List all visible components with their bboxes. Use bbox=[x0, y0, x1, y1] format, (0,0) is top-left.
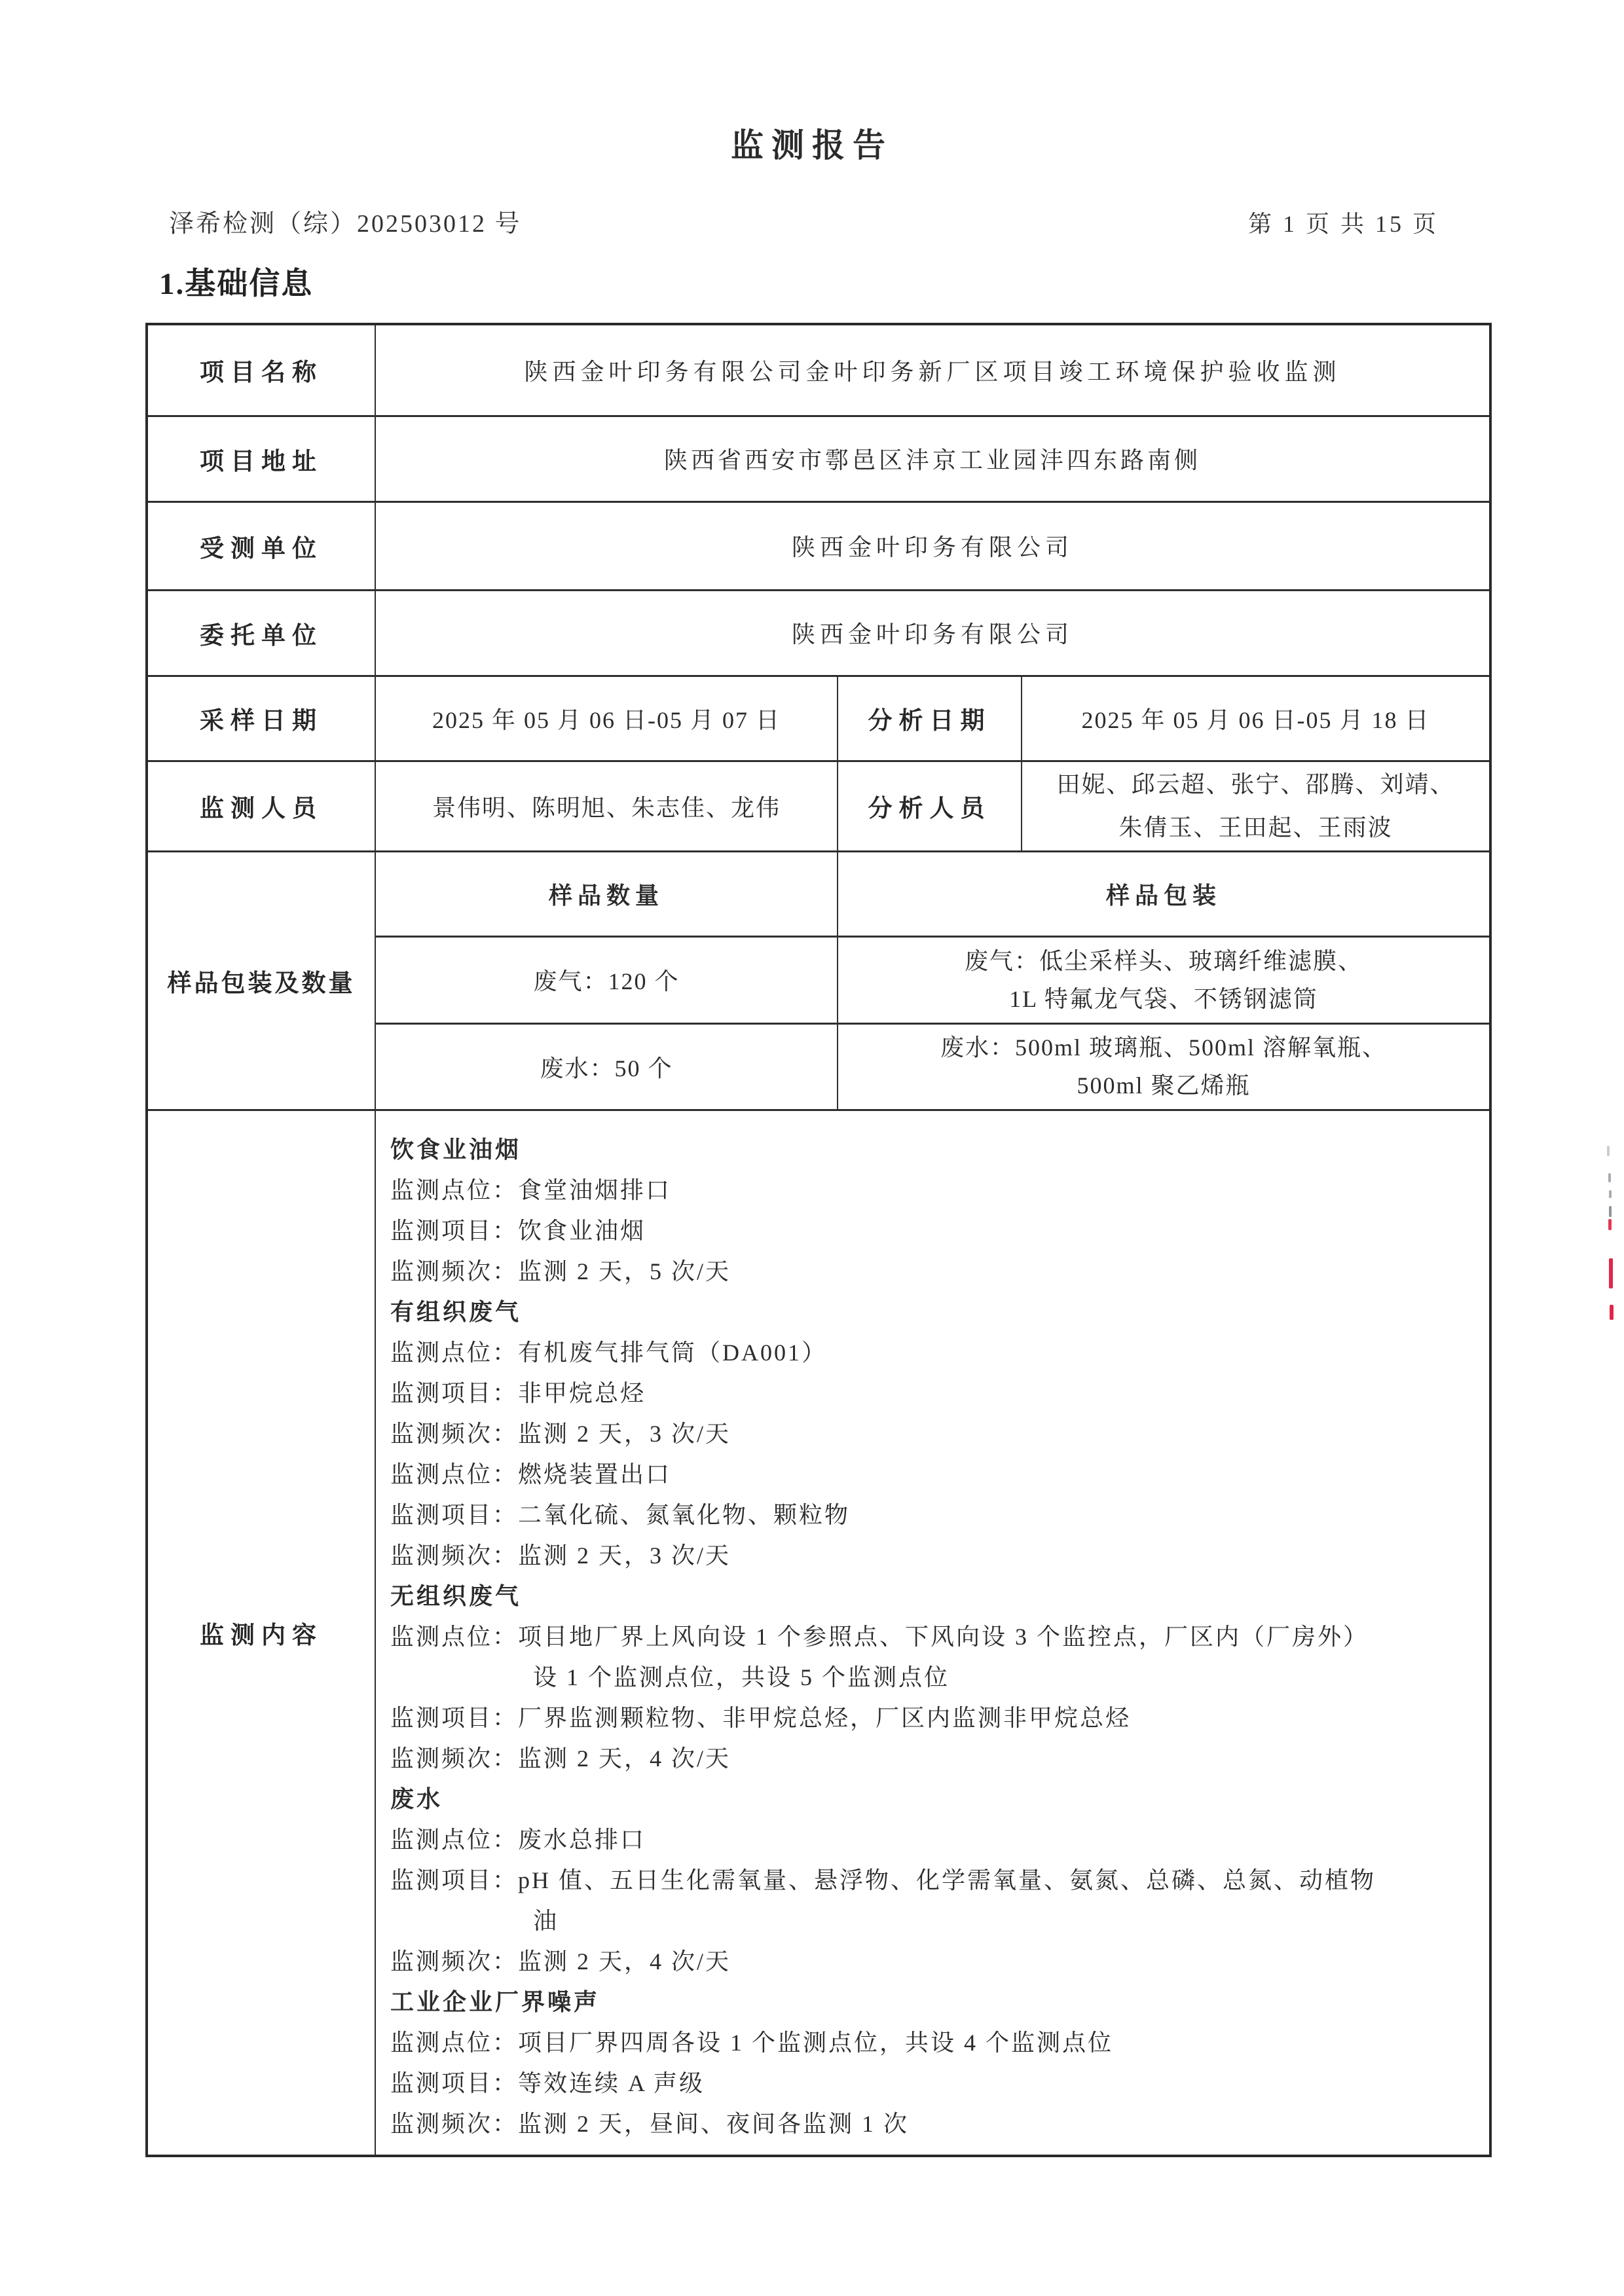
monitoring-staff-value: 景伟明、陈明旭、朱志佳、龙伟 bbox=[375, 761, 838, 851]
content-line: 监测项目：二氧化硫、氮氧化物、颗粒物 bbox=[390, 1501, 851, 1528]
analysis-staff-value bbox=[1022, 761, 1490, 851]
tested-unit-value: 陕西金叶印务有限公司 bbox=[375, 501, 1490, 590]
report-title: 监测报告 bbox=[731, 127, 893, 164]
tested-unit-label: 受测单位 bbox=[147, 501, 375, 590]
content-line: 监测项目：厂界监测颗粒物、非甲烷总烃，厂区内监测非甲烷总烃 bbox=[390, 1704, 1132, 1731]
doc-number: 泽希检测（综）202503012 号 bbox=[169, 210, 522, 238]
water-pack-cell bbox=[838, 1023, 1490, 1110]
content-line: 监测项目：非甲烷总烃 bbox=[390, 1379, 646, 1406]
content-line: 监测频次：监测 2 天，昼间、夜间各监测 1 次 bbox=[390, 2110, 910, 2137]
content-line: 无组织废气 bbox=[390, 1582, 522, 1609]
client-unit-value: 陕西金叶印务有限公司 bbox=[375, 590, 1490, 676]
content-line: 监测频次：监测 2 天，5 次/天 bbox=[390, 1258, 731, 1285]
analysis-staff-line1: 田妮、邱云超、张宁、邵腾、刘靖、 bbox=[1056, 771, 1455, 797]
section-heading: 1.基础信息 bbox=[159, 267, 314, 301]
content-line: 有组织废气 bbox=[390, 1298, 522, 1325]
monitoring-content-cell bbox=[375, 1110, 1490, 2156]
sample-qty-header: 样品数量 bbox=[375, 851, 838, 936]
content-line: 废水 bbox=[390, 1785, 443, 1812]
page-indicator: 第 1 页 共 15 页 bbox=[1247, 211, 1439, 237]
analysis-staff-label: 分析人员 bbox=[838, 761, 1022, 851]
water-pack-line2: 500ml 聚乙烯瓶 bbox=[1077, 1072, 1251, 1099]
gas-qty-cell: 废气：120 个 bbox=[375, 936, 838, 1023]
analysis-date-value: 2025 年 05 月 06 日-05 月 18 日 bbox=[1022, 676, 1490, 761]
content-line: 监测项目：等效连续 A 声级 bbox=[390, 2069, 705, 2096]
stamp-edge-mark bbox=[1610, 1305, 1614, 1320]
stamp-edge-mark bbox=[1607, 1146, 1610, 1156]
gas-pack-line2: 1L 特氟龙气袋、不锈钢滤筒 bbox=[1009, 985, 1318, 1012]
content-line: 监测频次：监测 2 天，3 次/天 bbox=[390, 1542, 731, 1569]
project-name-label: 项目名称 bbox=[147, 324, 375, 416]
content-line: 工业企业厂界噪声 bbox=[390, 1988, 600, 2015]
sample-pack-header: 样品包装 bbox=[838, 851, 1490, 936]
content-line: 饮食业油烟 bbox=[390, 1136, 522, 1163]
client-unit-label: 委托单位 bbox=[147, 590, 375, 676]
content-line: 监测点位：废水总排口 bbox=[390, 1826, 646, 1853]
stamp-edge-mark bbox=[1608, 1173, 1611, 1182]
content-line: 监测点位：项目厂界四周各设 1 个监测点位，共设 4 个监测点位 bbox=[390, 2029, 1114, 2056]
content-line: 监测频次：监测 2 天，3 次/天 bbox=[390, 1420, 731, 1447]
content-line: 油 bbox=[533, 1907, 559, 1934]
content-line: 监测频次：监测 2 天，4 次/天 bbox=[390, 1948, 731, 1975]
content-line: 设 1 个监测点位，共设 5 个监测点位 bbox=[533, 1664, 950, 1690]
stamp-edge-mark bbox=[1609, 1190, 1612, 1198]
project-address-label: 项目地址 bbox=[147, 416, 375, 501]
sampling-date-label: 采样日期 bbox=[147, 676, 375, 761]
sampling-date-value: 2025 年 05 月 06 日-05 月 07 日 bbox=[375, 676, 838, 761]
project-name-value: 陕西金叶印务有限公司金叶印务新厂区项目竣工环境保护验收监测 bbox=[375, 324, 1490, 416]
stamp-edge-mark bbox=[1609, 1258, 1613, 1288]
gas-pack-cell bbox=[838, 936, 1490, 1023]
content-line: 监测项目：pH 值、五日生化需氧量、悬浮物、化学需氧量、氨氮、总磷、总氮、动植物 bbox=[390, 1867, 1376, 1893]
analysis-date-label: 分析日期 bbox=[838, 676, 1022, 761]
content-line: 监测点位：食堂油烟排口 bbox=[390, 1176, 672, 1203]
project-address-value: 陕西省西安市鄠邑区沣京工业园沣四东路南侧 bbox=[375, 416, 1490, 501]
stamp-edge-mark bbox=[1608, 1219, 1612, 1230]
basic-info-table bbox=[145, 323, 1492, 2157]
content-line: 监测点位：项目地厂界上风向设 1 个参照点、下风向设 3 个监控点，厂区内（厂房外） bbox=[390, 1623, 1369, 1650]
samples-group-label: 样品包装及数量 bbox=[147, 851, 375, 1110]
gas-pack-line1: 废气：低尘采样头、玻璃纤维滤膜、 bbox=[964, 947, 1363, 974]
water-qty-cell: 废水：50 个 bbox=[375, 1023, 838, 1110]
content-line: 监测点位：燃烧装置出口 bbox=[390, 1461, 672, 1487]
stamp-edge-mark bbox=[1609, 1206, 1612, 1217]
content-line: 监测频次：监测 2 天，4 次/天 bbox=[390, 1745, 731, 1772]
monitoring-staff-label: 监测人员 bbox=[147, 761, 375, 851]
water-pack-line1: 废水：500ml 玻璃瓶、500ml 溶解氧瓶、 bbox=[940, 1034, 1387, 1061]
content-line: 监测项目：饮食业油烟 bbox=[390, 1217, 646, 1244]
analysis-staff-line2: 朱倩玉、王田起、王雨波 bbox=[1118, 814, 1393, 841]
content-line: 监测点位：有机废气排气筒（DA001） bbox=[390, 1339, 827, 1366]
monitoring-content-label: 监测内容 bbox=[147, 1110, 375, 2156]
